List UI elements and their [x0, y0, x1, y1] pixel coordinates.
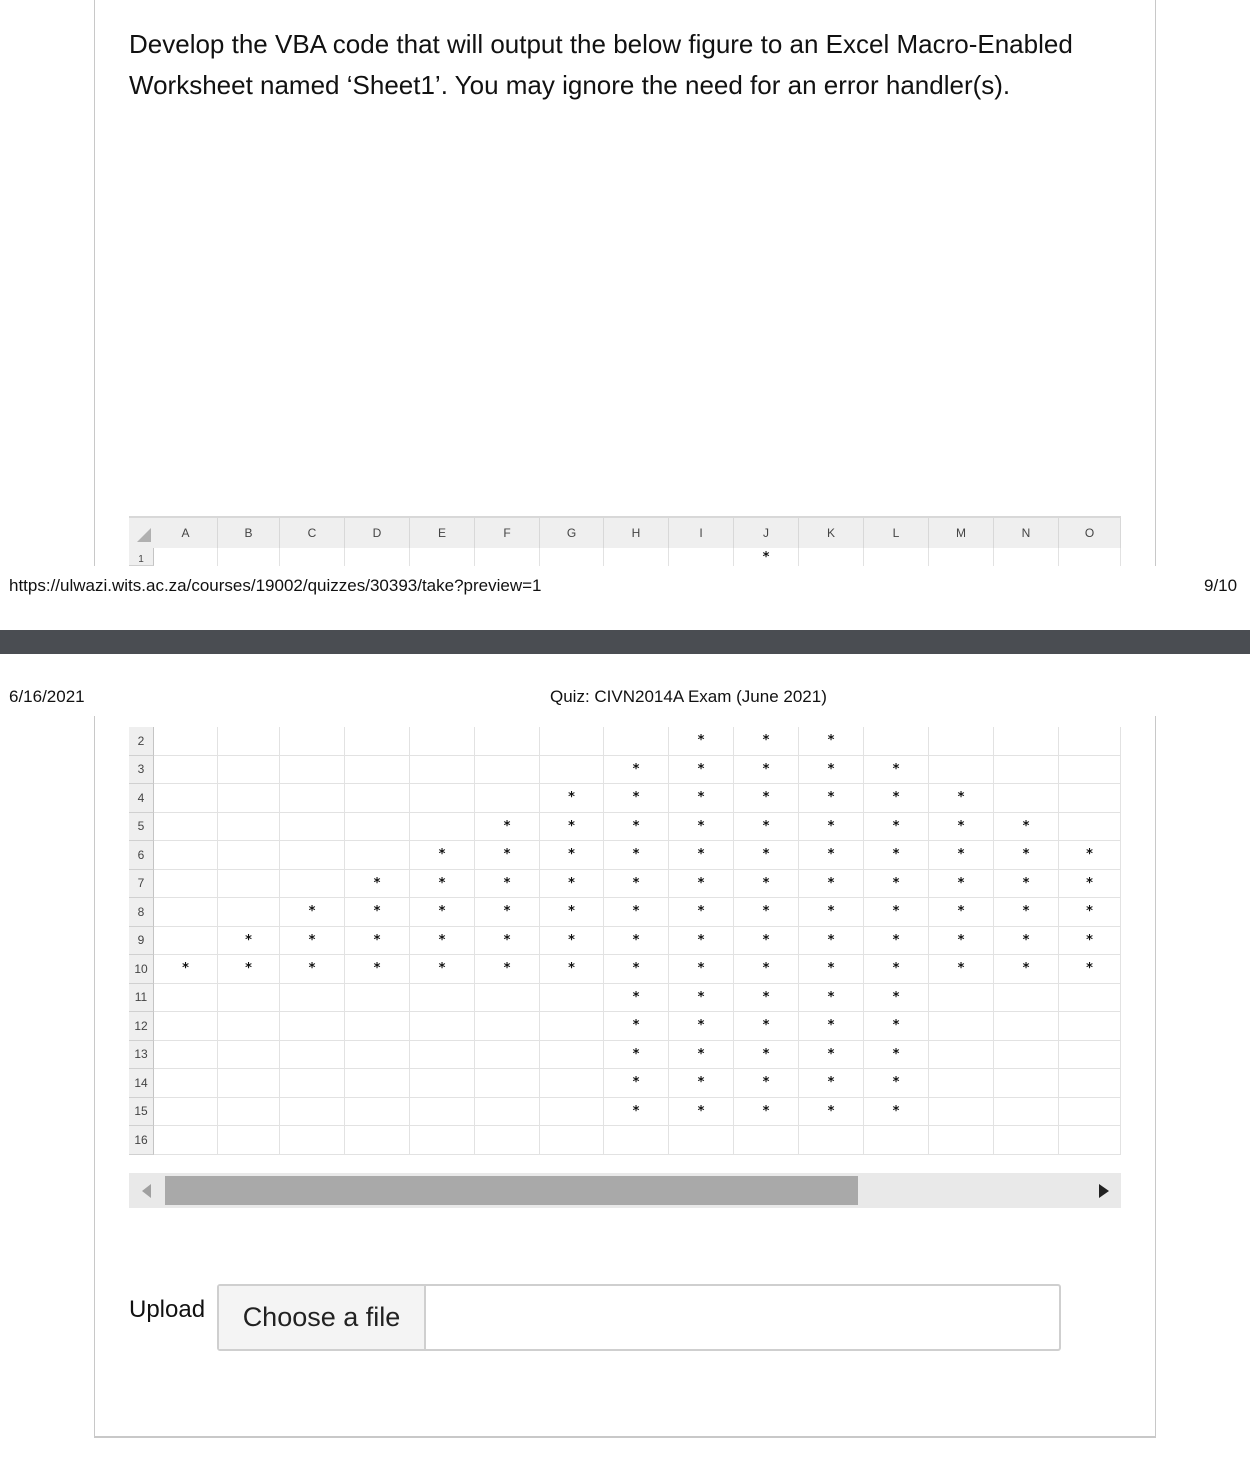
sheet-cell[interactable]	[799, 548, 864, 566]
sheet-cell[interactable]	[929, 756, 994, 785]
sheet-cell[interactable]: *	[604, 813, 669, 842]
sheet-cell[interactable]	[1059, 984, 1121, 1013]
sheet-cell[interactable]: *	[604, 984, 669, 1013]
sheet-cell[interactable]	[154, 870, 218, 899]
sheet-cell[interactable]	[218, 784, 280, 813]
sheet-cell[interactable]	[604, 1126, 669, 1155]
column-header[interactable]: B	[218, 518, 280, 548]
sheet-cell[interactable]	[1059, 727, 1121, 756]
sheet-cell[interactable]	[280, 548, 345, 566]
sheet-cell[interactable]: *	[540, 955, 604, 984]
sheet-cell[interactable]	[410, 813, 475, 842]
column-header[interactable]: G	[540, 518, 604, 548]
row-header[interactable]: 9	[129, 927, 154, 956]
column-header[interactable]: O	[1059, 518, 1121, 548]
sheet-cell[interactable]	[345, 841, 410, 870]
row-header[interactable]: 15	[129, 1098, 154, 1127]
sheet-cell[interactable]: *	[218, 955, 280, 984]
sheet-cell[interactable]	[280, 784, 345, 813]
sheet-cell[interactable]: *	[799, 1041, 864, 1070]
sheet-cell[interactable]: *	[734, 984, 799, 1013]
sheet-cell[interactable]: *	[799, 955, 864, 984]
sheet-cell[interactable]: *	[604, 955, 669, 984]
sheet-cell[interactable]	[929, 1041, 994, 1070]
sheet-cell[interactable]	[280, 813, 345, 842]
sheet-cell[interactable]	[1059, 1041, 1121, 1070]
quiz-title: Quiz: CIVN2014A Exam (June 2021)	[550, 687, 827, 706]
row-header[interactable]: 8	[129, 898, 154, 927]
sheet-cell[interactable]	[410, 727, 475, 756]
row-header[interactable]: 14	[129, 1069, 154, 1098]
sheet-cell[interactable]	[345, 1069, 410, 1098]
sheet-cell[interactable]	[1059, 1126, 1121, 1155]
sheet-cell[interactable]: *	[604, 1069, 669, 1098]
sheet-cell[interactable]	[540, 1098, 604, 1127]
row-header[interactable]: 3	[129, 756, 154, 785]
sheet-cell[interactable]: *	[864, 813, 929, 842]
column-header[interactable]: C	[280, 518, 345, 548]
sheet-cell[interactable]: *	[929, 841, 994, 870]
sheet-cell[interactable]: *	[994, 813, 1059, 842]
sheet-cell[interactable]: *	[864, 984, 929, 1013]
sheet-cell[interactable]: *	[540, 870, 604, 899]
sheet-cell[interactable]	[1059, 784, 1121, 813]
sheet-cell[interactable]	[218, 727, 280, 756]
sheet-cell[interactable]: *	[345, 898, 410, 927]
sheet-cell[interactable]: *	[864, 955, 929, 984]
column-header[interactable]: F	[475, 518, 540, 548]
sheet-cell[interactable]: *	[864, 1012, 929, 1041]
sheet-cell[interactable]	[345, 1012, 410, 1041]
sheet-cell[interactable]	[669, 548, 734, 566]
sheet-cell[interactable]	[864, 727, 929, 756]
sheet-cell[interactable]	[280, 870, 345, 899]
column-header[interactable]: A	[154, 518, 218, 548]
sheet-cell[interactable]	[154, 1126, 218, 1155]
sheet-cell[interactable]	[929, 1126, 994, 1155]
sheet-cell[interactable]: *	[669, 784, 734, 813]
sheet-cell[interactable]: *	[864, 870, 929, 899]
sheet-cell[interactable]: *	[410, 841, 475, 870]
sheet-cell[interactable]: *	[669, 898, 734, 927]
sheet-cell[interactable]	[929, 1098, 994, 1127]
sheet-cell[interactable]: *	[475, 898, 540, 927]
sheet-cell[interactable]	[218, 870, 280, 899]
sheet-cell[interactable]: *	[604, 756, 669, 785]
sheet-cell[interactable]	[154, 1069, 218, 1098]
sheet-cell[interactable]: *	[669, 1098, 734, 1127]
sheet-cell[interactable]: *	[734, 1098, 799, 1127]
sheet-cell[interactable]	[218, 813, 280, 842]
sheet-cell[interactable]: *	[929, 927, 994, 956]
sheet-cell[interactable]	[218, 1098, 280, 1127]
sheet-cell[interactable]: *	[929, 898, 994, 927]
sheet-cell[interactable]	[410, 1069, 475, 1098]
sheet-cell[interactable]	[345, 813, 410, 842]
upload-label: Upload	[129, 1296, 206, 1323]
sheet-cell[interactable]	[154, 727, 218, 756]
sheet-cell[interactable]: *	[799, 841, 864, 870]
sheet-cell[interactable]: *	[994, 870, 1059, 899]
sheet-cell[interactable]	[994, 1069, 1059, 1098]
sheet-cell[interactable]: *	[669, 813, 734, 842]
column-header[interactable]: M	[929, 518, 994, 548]
sheet-cell[interactable]: *	[1059, 841, 1121, 870]
sheet-cell[interactable]: *	[929, 784, 994, 813]
sheet-cell[interactable]	[410, 1012, 475, 1041]
sheet-cell[interactable]: *	[669, 1069, 734, 1098]
page-url: https://ulwazi.wits.ac.za/courses/19002/quizzes/30393/take?preview=1	[9, 576, 542, 595]
row-header[interactable]: 5	[129, 813, 154, 842]
page-break-divider	[0, 630, 1250, 654]
sheet-cell[interactable]: *	[734, 784, 799, 813]
sheet-cell[interactable]	[540, 1012, 604, 1041]
column-header[interactable]: H	[604, 518, 669, 548]
sheet-cell[interactable]	[154, 784, 218, 813]
sheet-cell[interactable]: *	[929, 870, 994, 899]
sheet-cell[interactable]	[994, 1098, 1059, 1127]
sheet-cell[interactable]	[280, 841, 345, 870]
scroll-right-arrow-icon[interactable]	[1099, 1184, 1109, 1198]
row-header[interactable]: 4	[129, 784, 154, 813]
sheet-cell[interactable]	[218, 1012, 280, 1041]
sheet-cell[interactable]	[345, 727, 410, 756]
sheet-cell[interactable]: *	[799, 1069, 864, 1098]
sheet-cell[interactable]: *	[799, 727, 864, 756]
sheet-cell[interactable]	[154, 1012, 218, 1041]
sheet-cell[interactable]	[154, 1041, 218, 1070]
sheet-cell[interactable]: *	[799, 813, 864, 842]
sheet-cell[interactable]	[929, 548, 994, 566]
scrollbar-thumb[interactable]	[165, 1176, 858, 1205]
sheet-cell[interactable]	[280, 984, 345, 1013]
sheet-cell[interactable]: *	[669, 927, 734, 956]
sheet-cell[interactable]: *	[669, 1012, 734, 1041]
sheet-cell[interactable]: *	[799, 898, 864, 927]
sheet-cell[interactable]	[540, 984, 604, 1013]
sheet-cell[interactable]	[604, 548, 669, 566]
sheet-cell[interactable]	[1059, 1012, 1121, 1041]
sheet-cell[interactable]: *	[540, 813, 604, 842]
sheet-cell[interactable]: *	[345, 927, 410, 956]
sheet-cell[interactable]	[280, 1098, 345, 1127]
sheet-cell[interactable]: *	[929, 955, 994, 984]
sheet-cell[interactable]	[410, 784, 475, 813]
sheet-cell[interactable]	[345, 784, 410, 813]
row-header[interactable]: 11	[129, 984, 154, 1013]
sheet-cell[interactable]: *	[864, 1098, 929, 1127]
sheet-cell[interactable]: *	[669, 984, 734, 1013]
sheet-cell[interactable]	[218, 898, 280, 927]
sheet-cell[interactable]	[218, 984, 280, 1013]
sheet-cell[interactable]	[475, 1098, 540, 1127]
sheet-cell[interactable]	[994, 984, 1059, 1013]
sheet-cell[interactable]	[540, 727, 604, 756]
sheet-cell[interactable]	[410, 1126, 475, 1155]
sheet-cell[interactable]: *	[864, 756, 929, 785]
sheet-cell[interactable]: *	[345, 870, 410, 899]
sheet-cell[interactable]: *	[604, 1098, 669, 1127]
row-header[interactable]: 6	[129, 841, 154, 870]
sheet-cell[interactable]: *	[475, 841, 540, 870]
sheet-cell[interactable]	[475, 727, 540, 756]
sheet-cell[interactable]: *	[475, 955, 540, 984]
page-number: 9/10	[1204, 576, 1238, 595]
sheet-cell[interactable]: *	[799, 1012, 864, 1041]
sheet-cell[interactable]	[154, 813, 218, 842]
sheet-cell[interactable]	[475, 756, 540, 785]
row-header[interactable]: 2	[129, 727, 154, 756]
sheet-cell[interactable]	[475, 548, 540, 566]
sheet-cell[interactable]	[864, 548, 929, 566]
sheet-cell[interactable]: *	[604, 898, 669, 927]
sheet-cell[interactable]	[864, 1126, 929, 1155]
sheet-cell[interactable]: *	[154, 955, 218, 984]
sheet-cell[interactable]: *	[994, 841, 1059, 870]
sheet-cell[interactable]	[218, 1126, 280, 1155]
sheet-cell[interactable]: *	[669, 756, 734, 785]
sheet-cell[interactable]	[994, 727, 1059, 756]
sheet-cell[interactable]: *	[799, 784, 864, 813]
column-header[interactable]: D	[345, 518, 410, 548]
sheet-cell[interactable]	[475, 1012, 540, 1041]
row-header[interactable]: 13	[129, 1041, 154, 1070]
sheet-cell[interactable]	[540, 1126, 604, 1155]
sheet-cell[interactable]	[345, 756, 410, 785]
sheet-cell[interactable]: *	[799, 756, 864, 785]
sheet-cell[interactable]: *	[799, 984, 864, 1013]
sheet-cell[interactable]	[218, 756, 280, 785]
sheet-cell[interactable]	[1059, 548, 1121, 566]
sheet-cell[interactable]: *	[669, 1041, 734, 1070]
sheet-cell[interactable]: *	[604, 784, 669, 813]
sheet-cell[interactable]: *	[475, 927, 540, 956]
sheet-cell[interactable]	[994, 548, 1059, 566]
sheet-cell[interactable]	[154, 984, 218, 1013]
select-all-corner-icon	[137, 528, 151, 542]
sheet-cell[interactable]	[280, 1126, 345, 1155]
sheet-cell[interactable]: *	[475, 870, 540, 899]
sheet-cell[interactable]: *	[540, 898, 604, 927]
sheet-cell[interactable]: *	[864, 927, 929, 956]
sheet-cell[interactable]: *	[864, 898, 929, 927]
sheet-cell[interactable]	[994, 1012, 1059, 1041]
sheet-cell[interactable]	[154, 756, 218, 785]
sheet-cell[interactable]: *	[218, 927, 280, 956]
sheet-cell[interactable]: *	[1059, 955, 1121, 984]
sheet-cell[interactable]: *	[280, 955, 345, 984]
sheet-cell[interactable]	[280, 1012, 345, 1041]
sheet-cell[interactable]: *	[799, 1098, 864, 1127]
sheet-cell[interactable]	[604, 727, 669, 756]
sheet-cell[interactable]: *	[994, 955, 1059, 984]
sheet-cell[interactable]	[218, 1069, 280, 1098]
sheet-cell[interactable]: *	[669, 727, 734, 756]
row-header[interactable]: 10	[129, 955, 154, 984]
sheet-cell[interactable]: *	[734, 841, 799, 870]
sheet-cell[interactable]: *	[604, 841, 669, 870]
sheet-cell[interactable]	[540, 756, 604, 785]
sheet-cell[interactable]	[410, 1041, 475, 1070]
sheet-cell[interactable]	[540, 548, 604, 566]
sheet-cell[interactable]: *	[734, 927, 799, 956]
sheet-cell[interactable]: *	[734, 955, 799, 984]
sheet-cell[interactable]	[280, 727, 345, 756]
sheet-cell[interactable]	[218, 548, 280, 566]
sheet-cell[interactable]	[929, 984, 994, 1013]
print-date: 6/16/2021	[9, 687, 85, 706]
sheet-cell[interactable]	[734, 1126, 799, 1155]
column-header[interactable]: I	[669, 518, 734, 548]
row-header[interactable]: 7	[129, 870, 154, 899]
sheet-cell[interactable]: *	[734, 727, 799, 756]
sheet-cell[interactable]	[154, 548, 218, 566]
sheet-cell[interactable]	[280, 756, 345, 785]
column-header[interactable]: E	[410, 518, 475, 548]
sheet-cell[interactable]	[345, 1098, 410, 1127]
sheet-cell[interactable]: *	[604, 1012, 669, 1041]
sheet-cell[interactable]: *	[864, 841, 929, 870]
sheet-cell[interactable]: *	[734, 813, 799, 842]
sheet-cell[interactable]	[929, 727, 994, 756]
sheet-cell[interactable]	[345, 1041, 410, 1070]
row-header[interactable]: 1	[129, 548, 154, 566]
sheet-cell[interactable]: *	[410, 898, 475, 927]
sheet-cell[interactable]	[1059, 813, 1121, 842]
sheet-cell[interactable]	[929, 1069, 994, 1098]
sheet-cell[interactable]	[154, 898, 218, 927]
sheet-cell[interactable]	[218, 1041, 280, 1070]
row-header[interactable]: 16	[129, 1126, 154, 1155]
sheet-cell[interactable]: *	[475, 813, 540, 842]
scroll-left-arrow-icon[interactable]	[142, 1184, 151, 1198]
choose-file-button[interactable]: Choose a file	[219, 1286, 426, 1349]
sheet-cell[interactable]	[280, 1041, 345, 1070]
sheet-cell[interactable]: *	[799, 870, 864, 899]
sheet-cell[interactable]: *	[280, 927, 345, 956]
sheet-cell[interactable]	[475, 984, 540, 1013]
sheet-cell[interactable]	[154, 1098, 218, 1127]
sheet-cell[interactable]	[280, 1069, 345, 1098]
sheet-cell[interactable]: *	[734, 1041, 799, 1070]
sheet-cell[interactable]	[799, 1126, 864, 1155]
sheet-cell[interactable]	[1059, 1098, 1121, 1127]
sheet-cell[interactable]: *	[799, 927, 864, 956]
sheet-cell[interactable]: *	[540, 841, 604, 870]
sheet-cell[interactable]	[345, 984, 410, 1013]
sheet-cell[interactable]: *	[734, 548, 799, 566]
sheet-cell[interactable]	[475, 1069, 540, 1098]
sheet-cell[interactable]: *	[540, 784, 604, 813]
sheet-cell[interactable]: *	[734, 898, 799, 927]
column-header[interactable]: L	[864, 518, 929, 548]
sheet-cell[interactable]: *	[669, 955, 734, 984]
sheet-cell[interactable]	[994, 1126, 1059, 1155]
sheet-cell[interactable]: *	[734, 1012, 799, 1041]
sheet-cell[interactable]	[345, 548, 410, 566]
sheet-cell[interactable]: *	[994, 927, 1059, 956]
column-header[interactable]: J	[734, 518, 799, 548]
sheet-cell[interactable]	[410, 1098, 475, 1127]
sheet-cell[interactable]: *	[994, 898, 1059, 927]
sheet-cell[interactable]: *	[929, 813, 994, 842]
sheet-cell[interactable]	[218, 841, 280, 870]
row-header[interactable]: 12	[129, 1012, 154, 1041]
sheet-cell[interactable]	[154, 927, 218, 956]
column-header[interactable]: K	[799, 518, 864, 548]
sheet-cell[interactable]: *	[1059, 870, 1121, 899]
sheet-cell[interactable]: *	[604, 927, 669, 956]
sheet-cell[interactable]: *	[669, 841, 734, 870]
sheet-cell[interactable]	[994, 756, 1059, 785]
sheet-cell[interactable]: *	[410, 927, 475, 956]
sheet-cell[interactable]	[669, 1126, 734, 1155]
sheet-cell[interactable]: *	[864, 784, 929, 813]
sheet-cell[interactable]: *	[669, 870, 734, 899]
sheet-cell[interactable]	[475, 1126, 540, 1155]
sheet-cell[interactable]	[1059, 756, 1121, 785]
sheet-cell[interactable]	[345, 1126, 410, 1155]
sheet-cell[interactable]	[475, 1041, 540, 1070]
sheet-cell[interactable]	[994, 784, 1059, 813]
sheet-cell[interactable]: *	[410, 870, 475, 899]
sheet-cell[interactable]: *	[540, 927, 604, 956]
sheet-cell[interactable]	[475, 784, 540, 813]
sheet-cell[interactable]: *	[1059, 898, 1121, 927]
sheet-cell[interactable]	[410, 984, 475, 1013]
sheet-cell[interactable]: *	[604, 870, 669, 899]
sheet-cell[interactable]: *	[410, 955, 475, 984]
sheet-cell[interactable]	[1059, 1069, 1121, 1098]
sheet-cell[interactable]: *	[734, 756, 799, 785]
sheet-cell[interactable]	[929, 1012, 994, 1041]
sheet-cell[interactable]: *	[1059, 927, 1121, 956]
sheet-cell[interactable]: *	[604, 1041, 669, 1070]
sheet-cell[interactable]: *	[734, 870, 799, 899]
sheet-cell[interactable]: *	[280, 898, 345, 927]
sheet-cell[interactable]: *	[345, 955, 410, 984]
sheet-cell[interactable]	[994, 1041, 1059, 1070]
sheet-cell[interactable]	[410, 548, 475, 566]
sheet-cell[interactable]	[154, 841, 218, 870]
sheet-cell[interactable]	[410, 756, 475, 785]
sheet-cell[interactable]: *	[864, 1069, 929, 1098]
question-text: Develop the VBA code that will output the below figure to an Excel Macro-Enabled Worksheet named ‘Sheet1’. You may ignore the need for an error handler(s).	[129, 29, 1073, 100]
sheet-cell[interactable]: *	[734, 1069, 799, 1098]
sheet-cell[interactable]: *	[864, 1041, 929, 1070]
sheet-cell[interactable]	[540, 1041, 604, 1070]
column-header[interactable]: N	[994, 518, 1059, 548]
sheet-cell[interactable]	[540, 1069, 604, 1098]
